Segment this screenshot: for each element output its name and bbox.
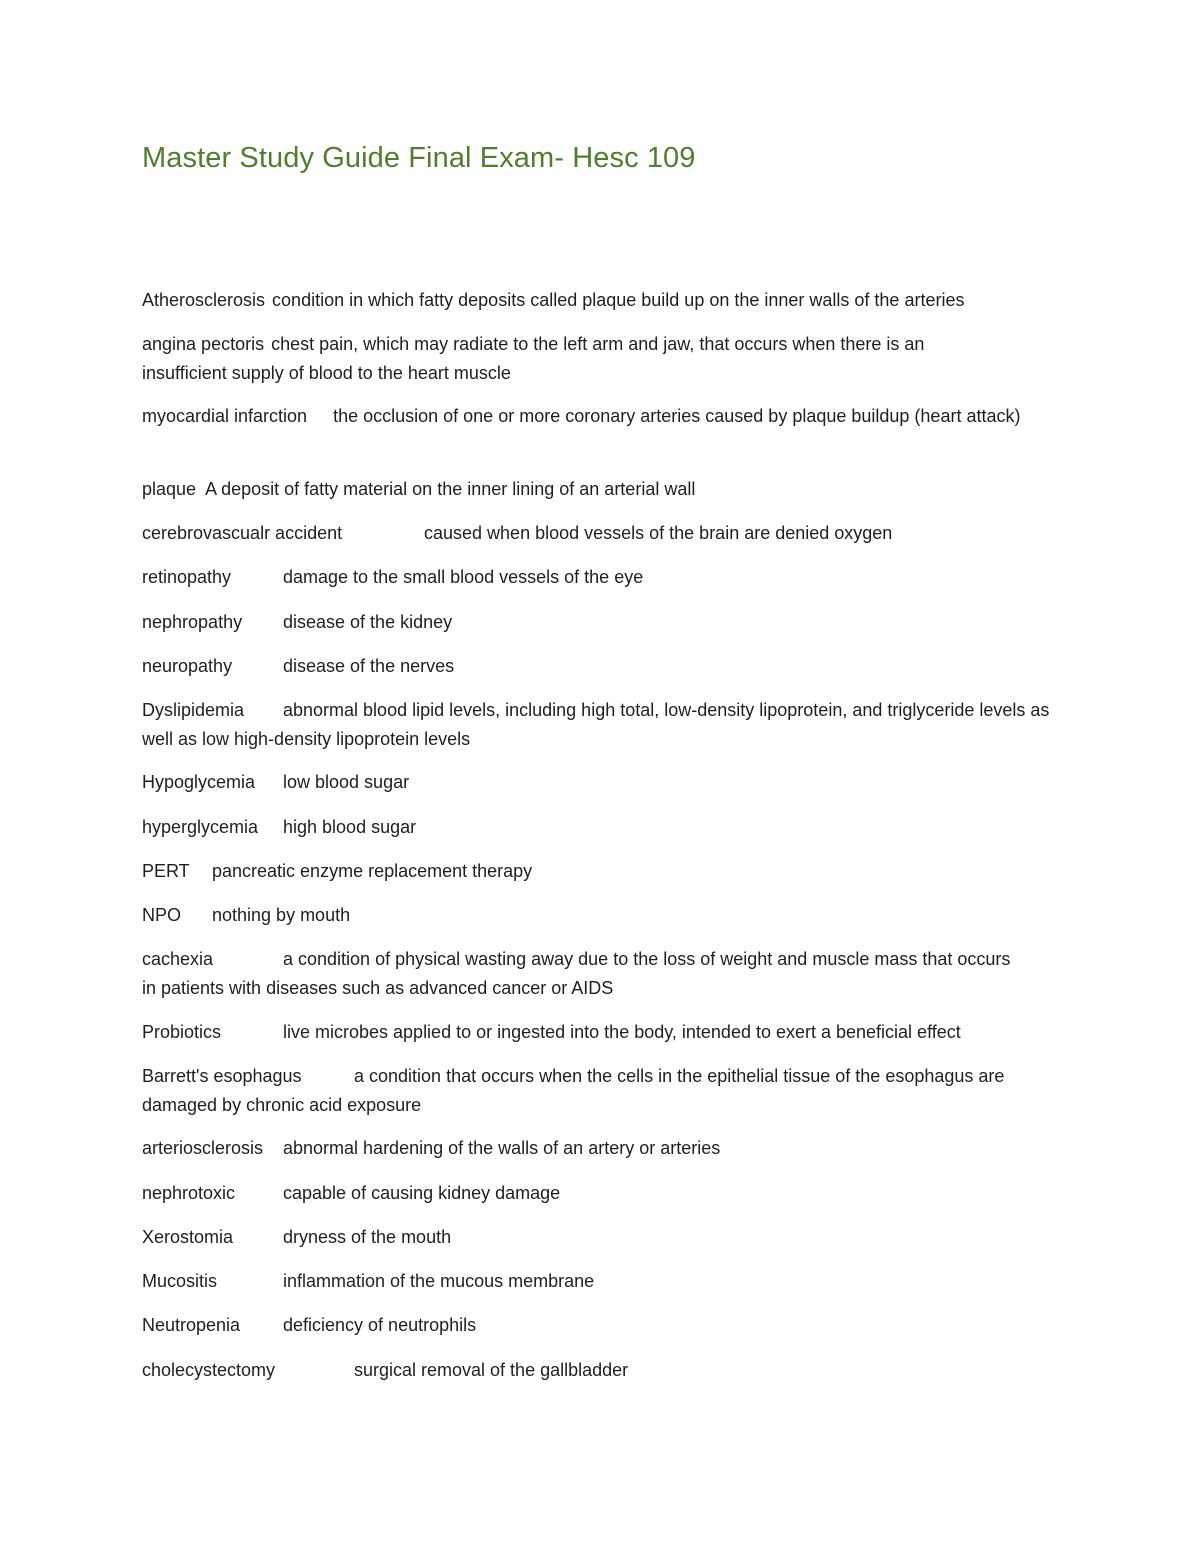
entry-term: myocardial infarction (142, 406, 308, 426)
entry-definition: chest pain, which may radiate to the left arm and jaw, that occurs when there is an insufficient supply of blood to the heart muscle (142, 334, 925, 383)
entry-term: cachexia (142, 949, 214, 969)
entry-term: cerebrovascualr accident (142, 523, 343, 543)
entry-term: retinopathy (142, 567, 232, 587)
entry-definition: low blood sugar (283, 772, 410, 792)
entry-definition: high blood sugar (283, 817, 417, 837)
entry-term: neuropathy (142, 656, 233, 676)
glossary-entry (142, 901, 1062, 930)
entry-definition: pancreatic enzyme replacement therapy (212, 861, 533, 881)
glossary-entry (142, 857, 1062, 886)
entry-term: plaque (142, 479, 197, 499)
entry-definition: dryness of the mouth (283, 1227, 452, 1247)
glossary-entry (142, 945, 1022, 1003)
entry-term: PERT (142, 861, 190, 881)
glossary-entry (142, 402, 1057, 431)
glossary-entry (142, 1311, 1062, 1340)
entry-definition: the occlusion of one or more coronary arteries caused by plaque buildup (heart attack) (333, 406, 1021, 426)
glossary-entry (142, 1267, 1062, 1296)
glossary-entry (142, 1134, 1062, 1163)
entry-term: Probiotics (142, 1022, 222, 1042)
document-title: Master Study Guide Final Exam- Hesc 109 (142, 142, 696, 174)
glossary-entry (142, 813, 1062, 842)
entry-definition: deficiency of neutrophils (283, 1315, 477, 1335)
entry-definition: live microbes applied to or ingested into the body, intended to exert a beneficial effect (283, 1022, 961, 1042)
entry-term: Hypoglycemia (142, 772, 256, 792)
entry-definition: A deposit of fatty material on the inner lining of an arterial wall (205, 479, 696, 499)
entry-definition: abnormal hardening of the walls of an artery or arteries (283, 1138, 721, 1158)
entry-term: nephrotoxic (142, 1183, 236, 1203)
glossary-entry (142, 1062, 1052, 1120)
entry-term: hyperglycemia (142, 817, 259, 837)
entry-term: Barrett's esophagus (142, 1066, 302, 1086)
glossary-entry (142, 475, 1062, 504)
entry-definition: nothing by mouth (212, 905, 351, 925)
entry-term: Xerostomia (142, 1227, 234, 1247)
entry-term: cholecystectomy (142, 1360, 276, 1380)
glossary-entry (142, 1018, 1062, 1047)
entry-definition: damage to the small blood vessels of the eye (283, 567, 644, 587)
entry-term: Dyslipidemia (142, 700, 245, 720)
entry-definition: inflammation of the mucous membrane (283, 1271, 595, 1291)
entry-definition: disease of the nerves (283, 656, 455, 676)
entry-definition: caused when blood vessels of the brain are denied oxygen (424, 523, 893, 543)
glossary-entry (142, 1179, 1062, 1208)
entry-definition: a condition that occurs when the cells in the epithelial tissue of the esophagus are damaged by chronic acid exposure (142, 1066, 1005, 1115)
glossary-entry (142, 1223, 1062, 1252)
entry-term: angina pectoris (142, 334, 265, 354)
entry-term: NPO (142, 905, 182, 925)
glossary-entry (142, 330, 1012, 388)
glossary-entry (142, 1356, 1062, 1385)
entry-definition: a condition of physical wasting away due to the loss of weight and muscle mass that occurs in patients with diseases such as advanced cancer or AIDS (142, 949, 1011, 998)
entry-term: Mucositis (142, 1271, 218, 1291)
entry-definition: disease of the kidney (283, 612, 453, 632)
entry-term: arteriosclerosis (142, 1138, 264, 1158)
glossary-entry (142, 286, 1062, 315)
glossary-entry (142, 652, 1062, 681)
entry-term: nephropathy (142, 612, 243, 632)
glossary-entry (142, 608, 1062, 637)
glossary-entry (142, 696, 1062, 754)
entry-definition: capable of causing kidney damage (283, 1183, 561, 1203)
glossary-entry (142, 519, 1062, 548)
entry-term: Atherosclerosis (142, 290, 266, 310)
entry-term: Neutropenia (142, 1315, 241, 1335)
glossary-entry (142, 768, 1062, 797)
glossary-entry (142, 563, 1062, 592)
entry-definition: surgical removal of the gallbladder (354, 1360, 629, 1380)
entry-definition: condition in which fatty deposits called plaque build up on the inner walls of the arteries (272, 290, 965, 310)
entry-definition: abnormal blood lipid levels, including high total, low-density lipoprotein, and triglyceride levels as well as low high-density lipoprotein levels (142, 700, 1050, 749)
